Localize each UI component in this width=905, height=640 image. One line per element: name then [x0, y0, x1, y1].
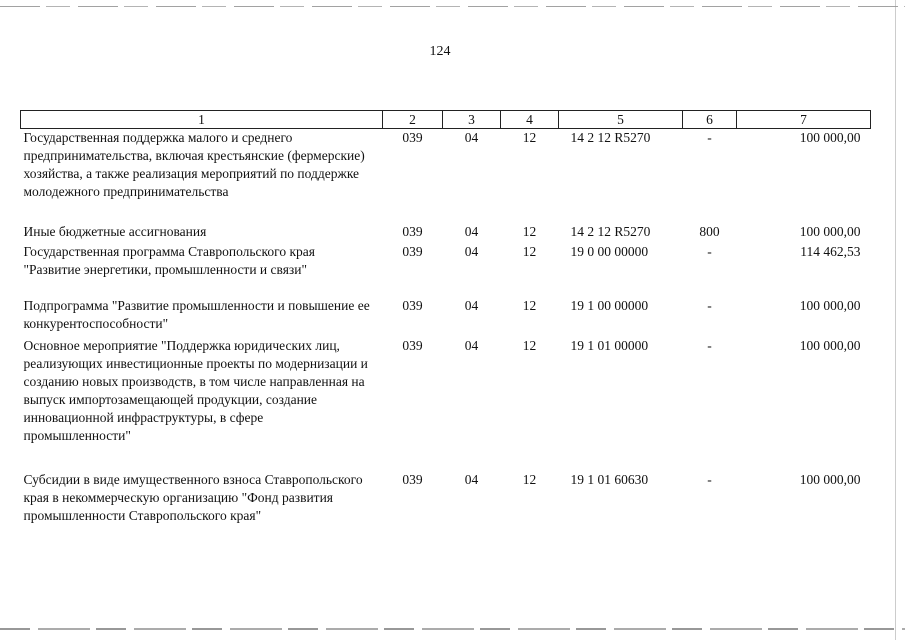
row-target-code: 14 2 12 R5270 [570, 223, 651, 239]
table-row [21, 243, 871, 297]
row-ministry-code: 039 [402, 471, 423, 487]
row-subsection-code: 12 [522, 223, 537, 239]
page-number: 124 [429, 44, 451, 59]
row-ministry-code: 039 [402, 337, 423, 353]
row-expense-type: - [707, 243, 712, 259]
row-expense-type: 800 [699, 223, 720, 239]
scan-right-edge [895, 0, 896, 640]
row-ministry-code: 039 [402, 223, 423, 239]
row-name: Государственная поддержка малого и среднего предпринимательства, включая крестьянские (фермерские) хозяйства, а также реализация мероприятий по поддержке молодежного предпринимательства [23, 130, 365, 199]
row-target-code: 14 2 12 R5270 [570, 130, 651, 145]
row-ministry-code: 039 [402, 243, 423, 259]
row-subsection-code: 12 [522, 337, 537, 353]
row-target-code: 19 0 00 00000 [570, 243, 649, 259]
table-row [21, 297, 871, 337]
row-section-code: 04 [464, 337, 479, 353]
budget-table [20, 110, 871, 547]
scan-top-edge [0, 6, 905, 7]
scan-bottom-edge [0, 628, 905, 630]
column-header-6: 6 [683, 111, 737, 129]
row-ministry-code: 039 [402, 130, 423, 145]
row-target-code: 19 1 01 60630 [570, 471, 649, 487]
row-section-code: 04 [464, 130, 479, 145]
row-amount: 100 000,00 [799, 471, 861, 487]
row-name: Субсидии в виде имущественного взноса Ставропольского края в некоммерческую организацию "Фонд развития промышленности Ставропольского края" [23, 471, 363, 523]
row-amount: 100 000,00 [799, 337, 861, 353]
row-section-code: 04 [464, 297, 479, 313]
row-expense-type [683, 129, 737, 223]
table-row [21, 129, 871, 223]
row-subsection-code: 12 [522, 471, 537, 487]
column-header-1: 1 [21, 111, 383, 129]
table-row [21, 337, 871, 471]
row-name: Основное мероприятие "Поддержка юридических лиц, реализующих инвестиционные проекты по модернизации и созданию новых производств, в том числе направленная на выпуск импортозамещающей продукции, создание инновационной инфраструктуры, в сфере промышленности" [23, 337, 368, 443]
row-name: Иные бюджетные ассигнования [23, 223, 207, 239]
table-header-row [21, 111, 871, 129]
row-subsection-code: 12 [522, 297, 537, 313]
row-target-code: 19 1 01 00000 [570, 337, 649, 353]
row-ministry-code: 039 [402, 297, 423, 313]
row-expense-type: - [707, 337, 712, 353]
row-amount: 114 462,53 [800, 243, 861, 259]
table-row [21, 223, 871, 243]
row-expense-type: - [707, 297, 712, 313]
row-subsection-code: 12 [522, 243, 537, 259]
row-name: Подпрограмма "Развитие промышленности и повышение ее конкурентоспособности" [23, 297, 370, 331]
row-amount: 100 000,00 [799, 130, 861, 145]
row-section-code: 04 [464, 243, 479, 259]
row-section-code: 04 [464, 223, 479, 239]
column-header-3: 3 [443, 111, 501, 129]
column-header-2: 2 [383, 111, 443, 129]
row-amount: 100 000,00 [799, 297, 861, 313]
row-subsection-code: 12 [522, 130, 537, 145]
column-header-4: 4 [501, 111, 559, 129]
row-name: Государственная программа Ставропольского края "Развитие энергетики, промышленности и связи" [23, 243, 315, 277]
row-target-code: 19 1 00 00000 [570, 297, 649, 313]
table-row [21, 471, 871, 547]
dash-mark: - [707, 130, 712, 145]
row-amount: 100 000,00 [799, 223, 861, 239]
row-section-code: 04 [464, 471, 479, 487]
row-expense-type: - [707, 471, 712, 487]
column-header-5: 5 [559, 111, 683, 129]
column-header-7: 7 [737, 111, 871, 129]
